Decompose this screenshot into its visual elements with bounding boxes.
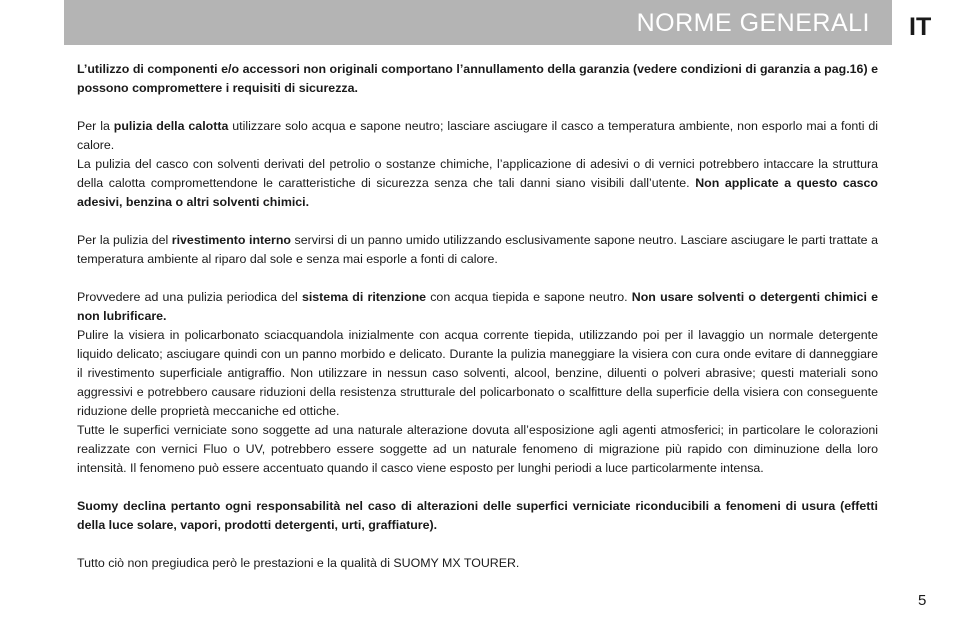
page-number: 5 bbox=[918, 592, 927, 609]
liner-cleaning-paragraph bbox=[77, 231, 878, 269]
liner-cleaning-term: rivestimento interno bbox=[171, 233, 291, 247]
section-title: NORME GENERALI bbox=[636, 9, 870, 37]
header-bar bbox=[64, 0, 892, 45]
retention-text: con acqua tiepida e sapone neutro. bbox=[426, 290, 632, 304]
liability-disclaimer-text: Suomy declina pertanto ogni responsabilità nel caso di alterazioni delle superfici verniciate riconducibili a fenomeni di usura (effetti della luce solare, vapori, prodotti detergenti, urti, graffiature). bbox=[77, 499, 878, 532]
painted-surfaces-paragraph: Tutte le superfici verniciate sono soggette ad una naturale alterazione dovuta all’esposizione agli agenti atmosferici; in particolare le colorazioni realizzate con vernici Fluo o UV, potrebbero essere soggette ad un naturale fenomeno di migrazione più rapido con diminuzione della loro intensità. Il fenomeno può essere accentuato quando il casco viene esposto per lunghi periodi a luce particolarmente intensa. bbox=[77, 423, 878, 475]
shell-cleaning-term: pulizia della calotta bbox=[113, 119, 229, 133]
solvent-warning-paragraph bbox=[77, 155, 878, 212]
warranty-warning-text: L’utilizzo di componenti e/o accessori non originali comportano l’annullamento della garanzia (vedere condizioni di garanzia a pag.16) e possono compromettere i requisiti di sicurezza. bbox=[77, 62, 878, 95]
retention-system-paragraph bbox=[77, 288, 878, 326]
language-code: IT bbox=[909, 13, 932, 41]
solvent-warning-text: La pulizia del casco con solventi derivati del petrolio o sostanze chimiche, l’applicazione di adesivi o di vernici potrebbero intaccare la struttura della calotta compromettendone le caratteristiche di sicurezza senza che tali danni siano visibili dall’utente. bbox=[77, 157, 878, 190]
closing-statement: Tutto ciò non pregiudica però le prestazioni e la qualità di SUOMY MX TOURER. bbox=[77, 556, 520, 570]
shell-cleaning-paragraph bbox=[77, 117, 878, 155]
shell-cleaning-text: utilizzare solo acqua e sapone neutro; lasciare asciugare il casco a temperatura ambiente, non esporlo mai a fonti di calore. bbox=[77, 119, 879, 152]
liner-cleaning-intro: Per la pulizia del bbox=[77, 233, 172, 247]
retention-term: sistema di ritenzione bbox=[301, 290, 427, 304]
retention-warning: Non usare solventi o detergenti chimici e non lubrificare. bbox=[77, 290, 878, 323]
solvent-warning-bold: Non applicate a questo casco adesivi, benzina o altri solventi chimici. bbox=[77, 176, 879, 209]
visor-cleaning-paragraph: Pulire la visiera in policarbonato sciacquandola inizialmente con acqua corrente tiepida, utilizzando poi per il lavaggio un normale detergente liquido delicato; asciugare quindi con un panno morbido e delicato. Durante la pulizia maneggiare la visiera con cura onde evitare di danneggiare il rivestimento superficiale antigraffio. Non utilizzare in nessun caso solventi, alcool, benzine, diluenti o polveri abrasive; questi materiali sono aggressivi e potrebbero causare riduzioni della resistenza strutturale del policarbonato o scalfitture della superficie della visiera con conseguente riduzione delle proprietà meccaniche ed ottiche. bbox=[77, 328, 878, 418]
liner-cleaning-text: servirsi di un panno umido utilizzando esclusivamente sapone neutro. Lasciare asciugare le parti trattate a temperatura ambiente al riparo dal sole e senza mai esporle a fonti di calore. bbox=[77, 233, 878, 266]
warranty-warning bbox=[77, 60, 878, 98]
document-body bbox=[77, 60, 878, 573]
retention-intro: Provvedere ad una pulizia periodica del bbox=[77, 290, 302, 304]
liability-disclaimer bbox=[77, 497, 878, 535]
shell-cleaning-intro: Per la bbox=[77, 119, 114, 133]
